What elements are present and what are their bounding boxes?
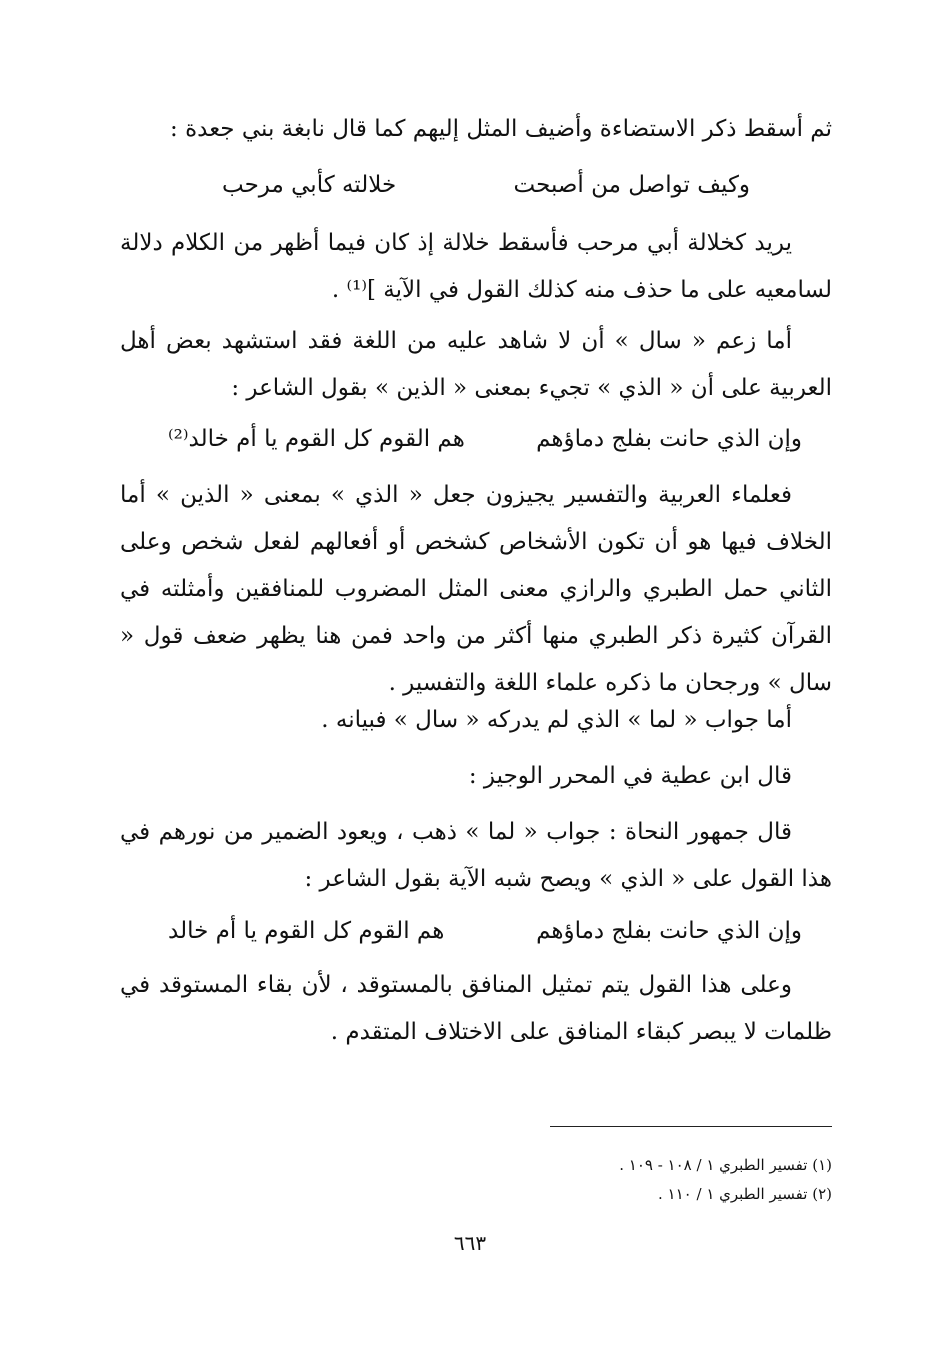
verse-1-first-hemistich: وكيف تواصل من أصبحت	[513, 172, 750, 198]
paragraph-7: قال جمهور النحاة : جواب « لما » ذهب ، ويعود الضمير من نورهم في هذا القول على « الذي » ويصح شبه الآية بقول الشاعر :	[120, 819, 832, 892]
verse-2-first-hemistich: وإن الذي حانت بفلج دماؤهم	[536, 426, 802, 452]
paragraph-3: أما زعم « سال » أن لا شاهد عليه من اللغة فقد استشهد بعض أهل العربية على أن « الذي » تجيء بمعنى « الذين » بقول الشاعر :	[120, 328, 832, 401]
verse-1-second-hemistich: خلالته كأبي مرحب	[222, 172, 397, 198]
verse-1	[120, 162, 832, 208]
verse-3-second-hemistich: هم القوم كل القوم يا أم خالد	[168, 918, 445, 944]
footnote-1: (١) تفسير الطبري ١ / ١٠٨ - ١٠٩ .	[619, 1156, 832, 1174]
paragraph-2: يريد كخلالة أبي مرحب فأسقط خلالة إذ كان فيما أظهر من الكلام دلالة لسامعيه على ما حذف منه كذلك القول في الآية ]⁽¹⁾ .	[120, 230, 832, 303]
verse-3	[120, 908, 832, 954]
paragraph-5: أما جواب « لما » الذي لم يدركه « سال » فبيانه .	[321, 707, 792, 733]
page-number: ٦٦٣	[453, 1231, 487, 1255]
verse-2-second-hemistich: هم القوم كل القوم يا أم خالد⁽²⁾	[168, 426, 465, 452]
paragraph-4: فعلماء العربية والتفسير يجيزون جعل « الذي » بمعنى « الذين » أما الخلاف فيها هو أن تكون الأشخاص كشخص أو أفعالهم لفعل شخص وعلى الثاني حمل الطبري والرازي معنى المثل المضروب للمنافقين وأمثلته في القرآن كثيرة ذكر الطبري منها أكثر من واحد فمن هنا يظهر ضعف قول « سال » ورجحان ما ذكره علماء اللغة والتفسير .	[120, 482, 832, 696]
footnote-2: (٢) تفسير الطبري ١ / ١١٠ .	[658, 1185, 832, 1203]
paragraph-1: ثم أسقط ذكر الاستضاءة وأضيف المثل إليهم كما قال نابغة بني جعدة :	[170, 116, 832, 142]
verse-2	[120, 416, 832, 462]
footnote-divider	[550, 1126, 832, 1127]
paragraph-6: قال ابن عطية في المحرر الوجيز :	[468, 763, 792, 789]
paragraph-8: وعلى هذا القول يتم تمثيل المنافق بالمستوقد ، لأن بقاء المستوقد في ظلمات لا يبصر كبقاء المنافق على الاختلاف المتقدم .	[120, 972, 832, 1045]
verse-3-first-hemistich: وإن الذي حانت بفلج دماؤهم	[536, 918, 802, 944]
